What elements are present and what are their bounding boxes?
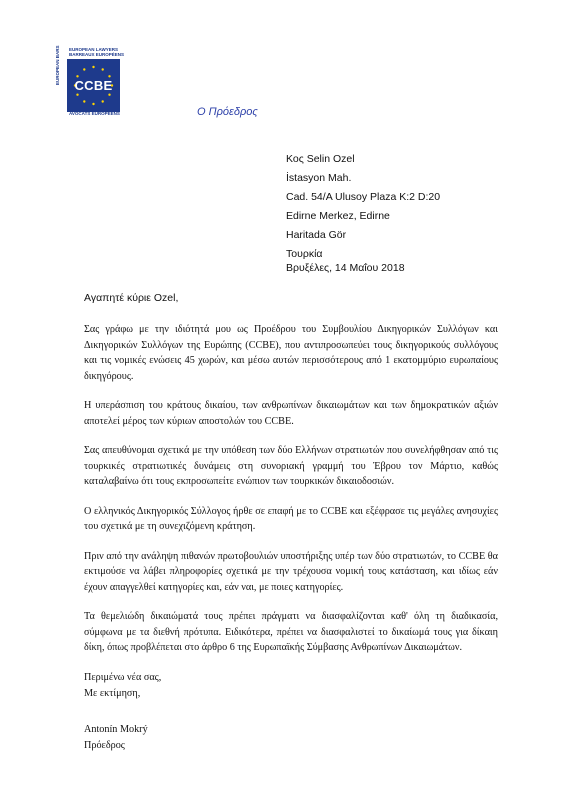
logo-box [67,59,120,112]
signatory-title: Πρόεδρος [84,739,125,751]
body-paragraph: Η υπεράσπιση του κράτους δικαίου, των ανθρωπίνων δικαιωμάτων και των δημοκρατικών αξιών αποτελεί μέρος των κύριων αποστολών του CCBE. [84,400,498,427]
letter-body [84,322,498,670]
letter-date: Βρυξέλες, 14 Μαΐου 2018 [286,262,405,274]
logo-top-line2: BARREAUX EUROPÉENS [69,52,125,57]
logo-abbr: CCBE [74,78,113,93]
closing-line: Με εκτίμηση, [84,687,141,699]
address-line: İstasyon Mah. [286,172,352,184]
salutation: Αγαπητέ κύριε Ozel, [84,292,179,304]
signatory-name: Antonín Mokrý [84,724,148,735]
body-paragraph: Ο ελληνικός Δικηγορικός Σύλλογος ήρθε σε επαφή με το CCBE και εξέφρασε τις μεγάλες ανησυχίες του σχετικά με τη συνεχιζόμενη κράτηση. [84,505,498,532]
body-paragraph: Πριν από την ανάληψη πιθανών πρωτοβουλιών υποστήριξης υπέρ των δύο στρατιωτών, το CCBE θα εκτιμούσε να λάβει πληροφορίες σχετικά με την τρέχουσα νομική τους κατάσταση, και ιδίως εάν έχουν απαγγελθεί κατηγορίες και, εάν ναι, με ποιες κατηγορίες. [84,550,498,593]
address-line: Κος Selin Ozel [286,153,355,165]
body-paragraph: Τα θεμελιώδη δικαιώματά τους πρέπει πράγματι να διασφαλίζονται καθ' όλη τη διαδικασία, σύμφωνα με τα διεθνή πρότυπα. Ειδικότερα, πρέπει να διασφαλιστεί το δικαίωμά τους για δίκαιη δίκη, όπως προβλέπεται στο άρθρο 6 της Ευρωπαϊκής Σύμβασης Ανθρωπίνων Δικαιωμάτων. [84,611,498,653]
logo-side-text: EUROPEAN BARS [55,45,60,85]
logo-top-text [69,47,124,57]
address-line: Cad. 54/A Ulusoy Plaza K:2 D:20 [286,191,441,203]
role-title: Ο Πρόεδρος [197,106,258,118]
closing [84,670,161,701]
closing-line: Περιμένω νέα σας, [84,672,162,683]
logo-bottom-text: AVOCATS EUROPÉENS [69,111,120,116]
body-paragraph: Σας απευθύνομαι σχετικά με την υπόθεση των δύο Ελλήνων στρατιωτών που συνελήφθησαν από τις τουρκικές στρατιωτικές δυνάμεις στη συνοριακή γραμμή του Έβρου τον Μάρτιο, καθώς καταλαβαίνω ότι τους εκπροσωπείτε ενώπιον των τουρκικών δικαιοδοσιών. [84,445,498,487]
logo-top-line1: EUROPEAN LAWYERS [69,47,119,52]
recipient-address [286,150,440,264]
address-line: Edirne Merkez, Edirne [286,210,390,222]
address-line: Τουρκία [286,248,323,260]
ccbe-logo [57,47,127,117]
body-paragraph: Σας γράφω με την ιδιότητά μου ως Προέδρου του Συμβουλίου Δικηγορικών Συλλόγων και Δικηγορικών Συλλόγων της Ευρώπης (CCBE), που αντιπροσωπεύει τους δικηγορικούς συλλόγους και τις νομικές ενώσεις 45 χωρών, και μέσω αυτών περισσότερους από 1 εκατομμύριο ευρωπαίους δικηγόρους. [84,324,498,382]
signature-block [84,722,148,753]
address-line: Haritada Gör [286,229,347,241]
